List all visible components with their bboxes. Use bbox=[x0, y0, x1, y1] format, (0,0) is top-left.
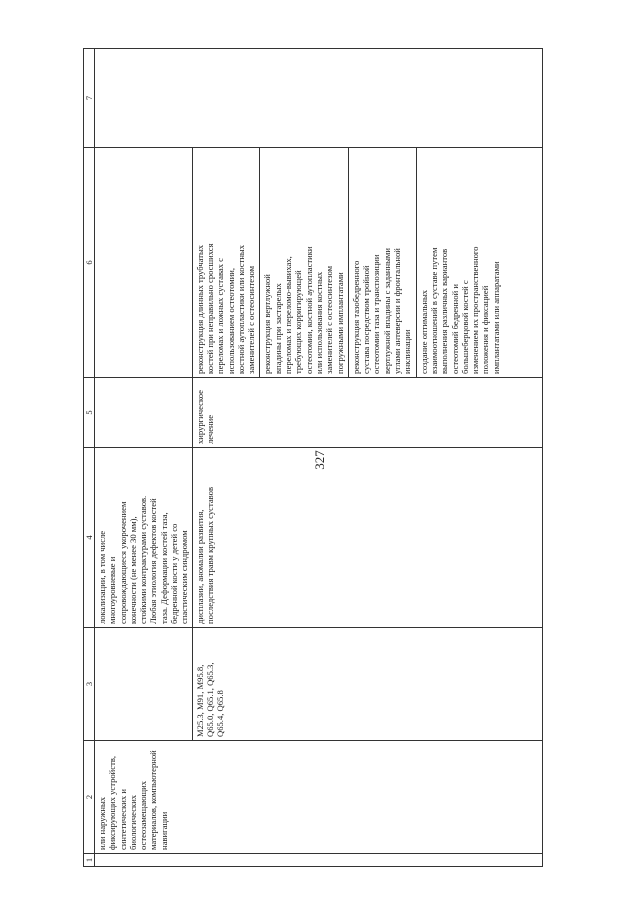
list-item: реконструкция тазобедренного сустава посредством тройной остеотомии таза и транспозиции вертлужной впадины с заданными углами антеверсии и фронтальной инклинации bbox=[349, 148, 417, 377]
cell-diagnosis-continued bbox=[95, 448, 193, 628]
cell-codes-empty bbox=[95, 628, 193, 741]
cell-method-detail-empty bbox=[95, 148, 193, 378]
treatment-table bbox=[83, 48, 543, 867]
column-number-row bbox=[84, 49, 95, 867]
procedure-list bbox=[193, 148, 504, 377]
column-number-2: 2 bbox=[84, 741, 95, 854]
cell-icd-codes bbox=[192, 628, 542, 741]
treatment-table-sheet bbox=[83, 49, 559, 867]
column-number-7: 7 bbox=[84, 49, 95, 148]
cell-procedures bbox=[192, 148, 542, 378]
list-item: реконструкция вертлужной впадины при застарелых переломах и переломо-вывихах, требующих корригирующей остеотомии, костной аутопластики или использования костных заменителей с остеосинтезом погружными имплантатами bbox=[260, 148, 348, 377]
cell-treatment-empty bbox=[95, 378, 193, 448]
treatment-type-text: хирургическое лечение bbox=[194, 390, 215, 444]
table-row bbox=[95, 49, 193, 867]
page-number: 327 bbox=[312, 450, 327, 470]
list-item: создание оптимальных взаимоотношений в суставе путем выполнения различных вариантов остеотомий бедренной и большеберцовой костей с изменением их пространственного положения и фиксацией имплантатами или аппаратами bbox=[418, 246, 501, 374]
diagnosis-text: дисплазии, аномалии развития, последствия травм крупных суставов bbox=[194, 487, 215, 624]
cell-method-continued bbox=[95, 741, 543, 854]
list-item: реконструкция длинных трубчатых костей при неправильно сросшихся переломах и ложных суставах с использованием остеотомии, костной аутопластики или костных заменителей с остеосинтезом bbox=[193, 148, 261, 377]
cell-treatment-type bbox=[192, 378, 542, 448]
method-text: или наружных фиксирующих устройств, синтетических и биологических остеозамещающих материалов, компьютерной навигации bbox=[97, 750, 169, 850]
cell-diagnosis bbox=[192, 448, 542, 628]
icd-codes-text: M25.3, M91, M95.8, Q65.0, Q65.1, Q65.3, Q65.4, Q65.8 bbox=[194, 662, 226, 737]
cell-cost bbox=[95, 49, 543, 148]
column-number-4: 4 bbox=[84, 448, 95, 628]
column-number-6: 6 bbox=[84, 148, 95, 378]
column-number-5: 5 bbox=[84, 378, 95, 448]
cell-number bbox=[95, 854, 543, 867]
column-number-3: 3 bbox=[84, 628, 95, 741]
column-number-1: 1 bbox=[84, 854, 95, 867]
diagnosis-text-continued: локализации, в том числе многоуровневые и сопровождающиеся укорочением конечности (не менее 30 мм), стойкими контрактурами суставов. Любая этиология дефектов костей таза. Деформации костей таза, бедренной кости у детей со спастическим синдромом bbox=[97, 495, 190, 624]
